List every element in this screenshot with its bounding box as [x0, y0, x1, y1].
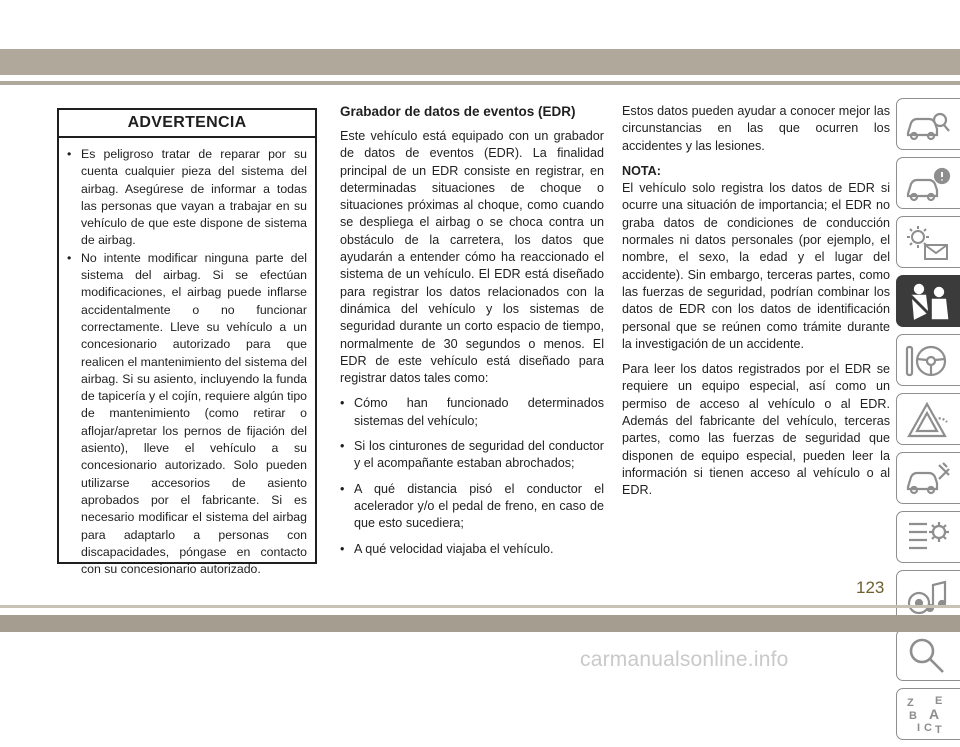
checklist-gear-icon: [905, 518, 951, 558]
warning-title: ADVERTENCIA: [59, 110, 315, 138]
list-item: • Cómo han funcionado determinados sistemas del vehículo;: [340, 395, 604, 430]
list-item: • Si los cinturones de seguridad del conductor y el acompañante estaban abrochados;: [340, 438, 604, 473]
edr-intro-paragraph: Este vehículo está equipado con un grabador de datos de eventos (EDR). La finalidad principal de un EDR consiste en registrar, en determinadas situaciones de choque o situaciones próximas al choque, como cuando se despliega el airbag o se choca contra un obstáculo de la carretera, los datos que ayudarán a entender cómo ha reaccionado el sistema de un vehículo. El EDR está diseñado para registrar los datos relacionados con la dinámica del vehículo y los sistemas de seguridad durante un corto espacio de tiempo, normalmente de 30 segundos o menos. El EDR de este vehículo está diseñado para registrar datos tales como:: [340, 129, 604, 386]
tab-hazard[interactable]: [896, 393, 960, 445]
list-item: • A qué velocidad viajaba el vehículo.: [340, 541, 604, 558]
car-search-icon: [905, 105, 951, 145]
list-item: • A qué distancia pisó el conductor el acelerador y/o el pedal de freno, en caso de que esto sucediera;: [340, 481, 604, 533]
top-decorative-band: [0, 49, 960, 75]
warning-box: [57, 108, 317, 577]
multimedia-icon: [905, 577, 951, 617]
right-column: [622, 103, 890, 508]
index-letter: T: [935, 724, 942, 735]
tab-warning-lights[interactable]: [896, 216, 960, 268]
top-decorative-line: [0, 81, 960, 85]
watermark: carmanualsonline.info: [580, 648, 789, 671]
tab-safety[interactable]: [896, 275, 960, 327]
section-title: Grabador de datos de eventos (EDR): [340, 104, 576, 119]
bottom-decorative-line: [0, 605, 960, 608]
tab-maintenance[interactable]: [896, 452, 960, 504]
magnifier-icon: [905, 636, 951, 676]
side-tab-strip: [896, 98, 960, 747]
seatbelt-airbag-icon: [905, 282, 951, 322]
bottom-decorative-band: [0, 615, 960, 632]
tab-specifications[interactable]: [896, 511, 960, 563]
index-letter: I: [917, 722, 921, 734]
tab-car-info[interactable]: [896, 157, 960, 209]
car-tools-icon: [905, 459, 951, 499]
steering-wheel-icon: [905, 341, 951, 381]
alphabet-index-icon: [905, 695, 951, 735]
middle-column: [340, 103, 604, 566]
note-title: NOTA:: [622, 163, 661, 178]
tab-search[interactable]: [896, 629, 960, 681]
tab-car-search[interactable]: [896, 98, 960, 150]
note-paragraph: El vehículo solo registra los datos de EDR si ocurre una situación de importancia; el EDR no graba datos de condiciones de conducción normales ni datos personales (por ejemplo, el nombre, el sexo, la edad y el lugar del accidente). Sin embargo, terceras partes, como las fuerzas de seguridad, podrían combinar los datos de EDR con los datos de identificación personal que se reúnen como trámite durante la investigación de un accidente.: [622, 181, 890, 351]
index-letter: E: [935, 695, 943, 707]
hazard-triangle-icon: [905, 400, 951, 440]
edr-paragraph: Estos datos pueden ayudar a conocer mejor las circunstancias en las que ocurren los accidentes y las lesiones.: [622, 104, 890, 153]
edr-bullet-list: [340, 395, 604, 557]
page-number: 123: [856, 578, 885, 597]
index-letter: C: [924, 722, 932, 734]
warning-item: • No intente modificar ninguna parte del sistema del airbag. Si se efectúan modificaciones, el airbag puede inflarse accidentalmente o no funcionar correctamente. Lleve su vehículo a un concesionario autorizado para que realicen el mantenimiento del sistema del airbag. Si su asiento, incluyendo la funda de tapicería y el cojín, requiere algún tipo de mantenimiento (como retirar o aflojar/apretar los pernos de fijación del asiento), lleve el vehículo a su concesionario autorizado. Solo pueden utilizarse accesorios de asiento aprobados por el fabricante. Si es necesario modificar el sistema del airbag para adaptarlo a personas con discapacidades, póngase en contacto con su concesionario autorizado.: [67, 250, 307, 579]
index-letter: A: [929, 706, 940, 722]
car-info-icon: [905, 164, 951, 204]
edr-paragraph: Para leer los datos registrados por el EDR se requiere un equipo especial, así como un permiso de acceso al vehículo o al EDR. Además del fabricante del vehículo, terceras partes, como las fuerzas de seguridad que disponen de equipo especial, pueden leer la información si tienen acceso al vehículo o al EDR.: [622, 362, 890, 498]
warning-list: [59, 138, 315, 578]
warning-lights-icon: [905, 223, 951, 263]
tab-index[interactable]: [896, 688, 960, 740]
index-letter: Z: [907, 697, 914, 709]
warning-item: • Es peligroso tratar de reparar por su cuenta cualquier pieza del sistema del airbag. Asegúrese de informar a todas las personas que vayan a trabajar en su vehículo de que este dispone de sistema de airbag.: [67, 146, 307, 250]
index-letter: B: [909, 710, 917, 722]
tab-steering[interactable]: [896, 334, 960, 386]
